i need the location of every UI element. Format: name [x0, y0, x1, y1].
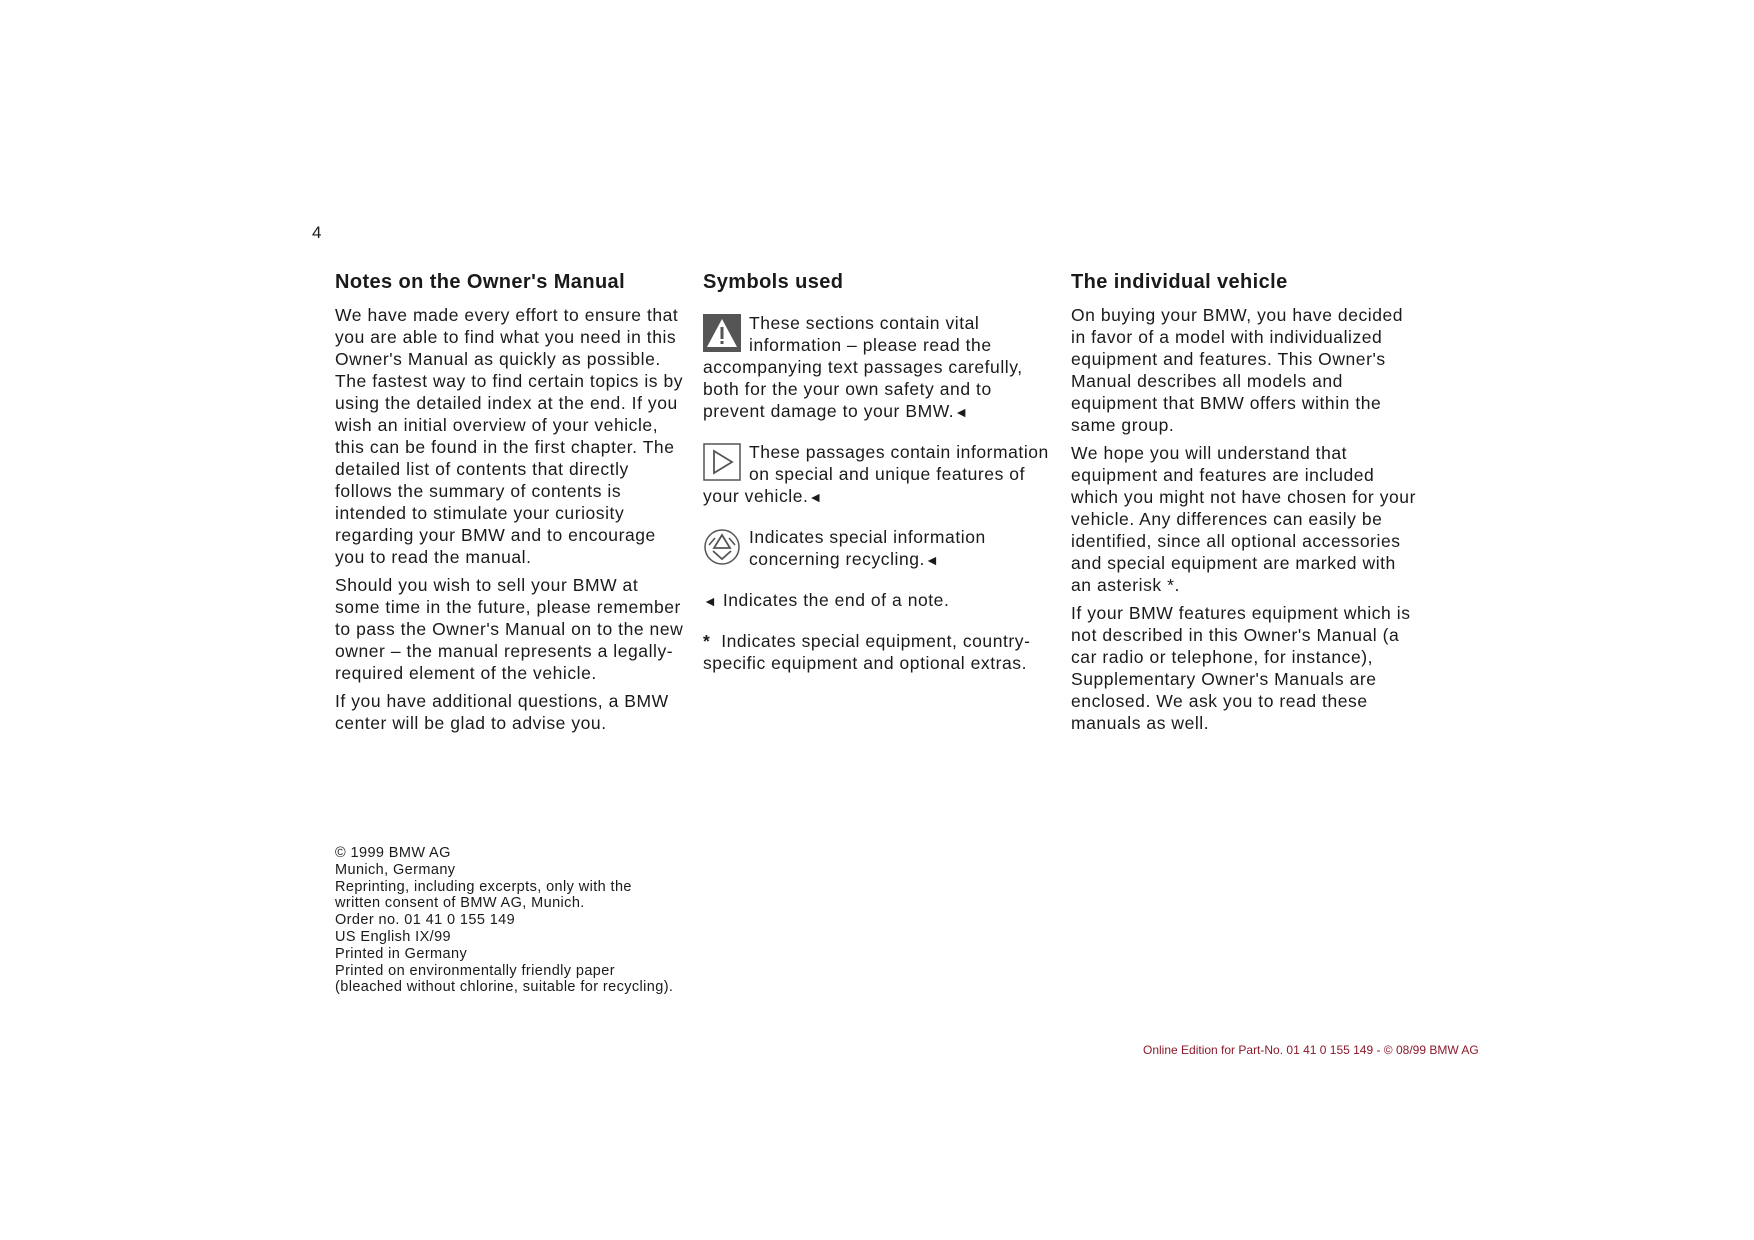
symbols-title: Symbols used — [703, 271, 844, 293]
page-number: 4 — [312, 223, 322, 242]
vehicle-title: The individual vehicle — [1071, 271, 1288, 293]
imprint-line: Reprinting, including excerpts, only with the — [335, 878, 632, 895]
end-marker-icon: ◄ — [808, 489, 823, 505]
end-note-entry — [703, 589, 1053, 612]
asterisk-symbol: * — [703, 631, 711, 651]
imprint-line: Order no. 01 41 0 155 149 — [335, 912, 516, 929]
symbols-section — [703, 268, 1053, 692]
vehicle-section — [1071, 268, 1421, 740]
info-text: These passages contain information on special and unique features of your vehicle. — [703, 442, 1049, 506]
asterisk-entry — [703, 630, 1053, 674]
recycling-text: Indicates special information concerning recycling. — [749, 527, 986, 569]
recycling-icon — [703, 528, 741, 566]
vehicle-paragraph-2: We hope you will understand that equipment and features are included which you might not have chosen for your vehicle. Any differences can easily be identified, since all optional accessories and special equipment are marked with an asterisk *. — [1071, 443, 1416, 595]
info-symbol-entry — [703, 441, 1053, 508]
imprint-line: Printed on environmentally friendly paper — [335, 962, 615, 979]
imprint-line: Printed in Germany — [335, 945, 468, 962]
asterisk-text: Indicates special equipment, country-specific equipment and optional extras. — [703, 631, 1031, 673]
imprint — [335, 845, 673, 996]
notes-paragraph-2: Should you wish to sell your BMW at some time in the future, please remember to pass the Owner's Manual on to the new owner – the manual represents a legally-required element of the vehicle. — [335, 575, 684, 683]
notes-title: Notes on the Owner's Manual — [335, 271, 626, 293]
imprint-line: written consent of BMW AG, Munich. — [335, 895, 585, 912]
end-marker-icon: ◄ — [924, 552, 940, 568]
vehicle-paragraph-3: If your BMW features equipment which is not described in this Owner's Manual (a car radio or telephone, for instance), Supplementary Owner's Manuals are enclosed. We ask you to read these manuals as well. — [1071, 603, 1411, 733]
end-marker-icon: ◄ — [954, 404, 969, 420]
end-marker-icon: ◄ — [703, 593, 718, 609]
warning-text: These sections contain vital information – please read the accompanying text passages carefully, both for the your own safety and to prevent damage to your BMW. — [703, 313, 1023, 421]
vehicle-paragraph-1: On buying your BMW, you have decided in favor of a model with individualized equipment and features. This Owner's Manual describes all models and equipment that BMW offers within the same group. — [1071, 305, 1404, 435]
online-edition-footer: Online Edition for Part-No. 01 41 0 155 149 - © 08/99 BMW AG — [1143, 1043, 1479, 1057]
imprint-line: © 1999 BMW AG — [335, 845, 451, 861]
imprint-line: (bleached without chlorine, suitable for recycling). — [335, 979, 674, 996]
notes-section — [335, 268, 685, 740]
warning-triangle-icon — [703, 314, 741, 352]
notes-paragraph-1: We have made every effort to ensure that you are able to find what you need in this Owner's Manual as quickly as possible. The fastest way to find certain topics is by using the detailed index at the end. If you wish an initial overview of your vehicle, this can be found in the first chapter. The detailed list of contents that directly follows the summary of contents is intended to stimulate your curiosity regarding your BMW and to encourage you to read the manual. — [335, 305, 684, 567]
warning-symbol-entry — [703, 312, 1053, 423]
imprint-line: Munich, Germany — [335, 861, 456, 878]
recycling-symbol-entry — [703, 526, 1053, 571]
end-note-text: Indicates the end of a note. — [722, 590, 950, 610]
imprint-line: US English IX/99 — [335, 928, 452, 945]
info-arrow-icon — [703, 443, 741, 481]
notes-paragraph-3: If you have additional questions, a BMW center will be glad to advise you. — [335, 691, 669, 733]
